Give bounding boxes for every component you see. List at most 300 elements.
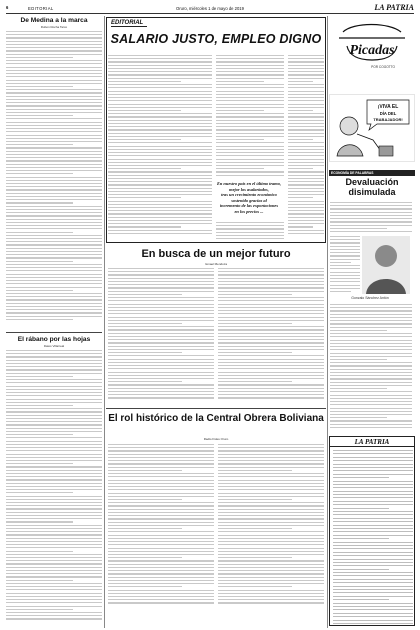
text-line (6, 411, 102, 412)
text-line (330, 285, 360, 286)
text-line (6, 589, 102, 590)
text-line (6, 402, 102, 403)
text-line (108, 391, 214, 392)
editorial-frame (106, 53, 326, 243)
text-line (218, 336, 324, 337)
text-line (108, 525, 214, 526)
text-line (6, 369, 102, 370)
text-line (6, 80, 102, 81)
main-article2-title: El rol histórico de la Central Obrera Boliviana (108, 413, 324, 424)
text-line (108, 596, 214, 597)
text-line (6, 196, 102, 197)
text-line (6, 316, 102, 317)
text-line (108, 365, 214, 366)
text-line (6, 170, 102, 171)
text-line (218, 590, 324, 591)
text-line (6, 222, 102, 223)
text-line (218, 378, 324, 379)
text-line (6, 447, 102, 448)
text-line (218, 310, 324, 311)
text-line (6, 251, 102, 252)
column-rule-right (327, 16, 328, 628)
text-line (330, 330, 387, 331)
text-line (218, 397, 324, 398)
text-line (6, 125, 102, 126)
text-line (218, 525, 324, 526)
text-line (108, 444, 214, 445)
text-line (330, 249, 360, 250)
text-line (6, 470, 102, 471)
text-line (6, 189, 102, 190)
text-line (6, 118, 102, 119)
text-line (6, 112, 102, 113)
text-line (6, 50, 102, 51)
text-line (330, 314, 412, 315)
text-line (108, 535, 214, 536)
text-line (330, 343, 412, 344)
text-line (108, 359, 214, 360)
text-line (108, 284, 214, 285)
text-line (6, 418, 102, 419)
text-line (218, 317, 324, 318)
text-line (218, 544, 324, 545)
text-line (108, 339, 214, 340)
text-line (330, 359, 387, 360)
text-line (108, 352, 182, 353)
text-line (6, 512, 102, 513)
text-line (218, 522, 324, 523)
text-line (333, 562, 413, 563)
main-article1-col2 (218, 268, 324, 404)
text-line (108, 499, 182, 500)
text-line (6, 431, 102, 432)
text-line (108, 476, 214, 477)
page-number: 6 (6, 5, 9, 10)
text-line (6, 356, 102, 357)
text-line (108, 548, 214, 549)
text-line (330, 228, 387, 229)
left-article2-byline: Datos Villarreal (43, 344, 65, 348)
text-line (333, 457, 413, 458)
text-line (6, 551, 73, 552)
left-article1-byline: Rubén Rocha Tarco (40, 25, 68, 29)
text-line (6, 518, 102, 519)
text-line (330, 262, 351, 263)
text-line (108, 483, 214, 484)
page-header (6, 4, 414, 14)
text-line (6, 531, 102, 532)
text-line (6, 257, 102, 258)
text-line (330, 231, 412, 232)
imprint-box (329, 436, 415, 626)
text-line (333, 474, 413, 475)
text-line (218, 444, 324, 445)
text-line (108, 554, 214, 555)
text-line (108, 528, 182, 529)
text-line (330, 375, 412, 376)
text-line (6, 444, 102, 445)
text-line (333, 559, 413, 560)
text-line (330, 424, 412, 425)
text-line (6, 96, 102, 97)
text-line (218, 352, 292, 353)
text-line (6, 63, 102, 64)
text-line (218, 268, 324, 269)
text-line (333, 572, 413, 573)
text-line (108, 381, 182, 382)
text-line (6, 67, 102, 68)
text-line (218, 287, 324, 288)
text-line (6, 293, 102, 294)
text-line (6, 115, 73, 116)
text-line (108, 560, 214, 561)
text-line (218, 538, 324, 539)
left-article1-body (6, 31, 102, 329)
text-line (330, 212, 412, 213)
text-line (6, 287, 102, 288)
text-line (6, 573, 102, 574)
text-line (333, 511, 413, 512)
text-line (330, 408, 412, 409)
text-line (6, 167, 102, 168)
text-line (6, 131, 102, 132)
text-line (333, 606, 413, 607)
text-line (6, 212, 102, 213)
economy-author: Gonzalo Sánchez Antón (351, 296, 389, 300)
text-line (6, 434, 73, 435)
text-line (108, 570, 214, 571)
text-line (6, 399, 102, 400)
text-line (6, 83, 102, 84)
text-line (6, 454, 102, 455)
text-line (6, 154, 102, 155)
text-line (218, 278, 324, 279)
text-line (108, 333, 214, 334)
text-line (6, 280, 102, 281)
text-line (108, 493, 214, 494)
text-line (6, 602, 102, 603)
text-line (333, 599, 389, 600)
text-line (218, 333, 324, 334)
text-line (6, 466, 102, 467)
text-line (333, 548, 413, 549)
text-line (108, 447, 214, 448)
text-line (108, 470, 182, 471)
text-line (218, 368, 324, 369)
text-line (108, 593, 214, 594)
text-line (333, 613, 413, 614)
text-line (6, 479, 102, 480)
text-line (330, 221, 412, 222)
text-line (333, 596, 413, 597)
text-line (330, 225, 412, 226)
text-line (108, 310, 214, 311)
text-line (333, 623, 413, 624)
text-line (330, 336, 412, 337)
text-line (6, 350, 102, 351)
text-line (6, 238, 102, 239)
text-line (333, 569, 389, 570)
text-line (218, 509, 324, 510)
text-line (330, 356, 412, 357)
text-line (218, 394, 324, 395)
text-line (6, 457, 102, 458)
text-line (6, 563, 102, 564)
text-line (6, 560, 102, 561)
section-name: EDITORIAL (28, 6, 54, 11)
text-line (333, 579, 413, 580)
text-line (330, 427, 412, 428)
text-line (6, 135, 102, 136)
picadas-logo (329, 16, 415, 94)
author-portrait (362, 236, 410, 294)
economy-body-bottom (330, 304, 412, 432)
text-line (6, 274, 102, 275)
text-line (6, 141, 102, 142)
text-line (108, 512, 214, 513)
text-line (108, 557, 182, 558)
text-line (218, 307, 324, 308)
text-line (6, 73, 102, 74)
text-line (333, 542, 413, 543)
logo-text: Picadas (349, 43, 395, 58)
text-line (6, 219, 102, 220)
text-line (218, 573, 324, 574)
left-article1-title: De Medina a la marca (20, 17, 88, 24)
text-line (6, 225, 102, 226)
text-line (6, 428, 102, 429)
text-line (218, 463, 324, 464)
text-line (330, 382, 412, 383)
text-line (218, 381, 292, 382)
text-line (218, 505, 324, 506)
main-article2-col2 (218, 444, 324, 608)
text-line (108, 378, 214, 379)
text-line (330, 268, 360, 269)
text-line (6, 496, 102, 497)
text-line (218, 346, 324, 347)
text-line (6, 147, 102, 148)
main-article1-col1 (108, 268, 214, 404)
text-line (108, 297, 214, 298)
text-line (6, 264, 102, 265)
text-line (6, 277, 102, 278)
text-line (218, 570, 324, 571)
text-line (330, 291, 351, 292)
text-line (6, 609, 73, 610)
text-line (218, 499, 292, 500)
text-line (6, 41, 102, 42)
text-line (330, 417, 387, 418)
main-divider (106, 408, 326, 409)
text-line (6, 57, 73, 58)
text-line (330, 208, 412, 209)
text-line (333, 494, 413, 495)
text-line (6, 557, 102, 558)
text-line (6, 489, 102, 490)
text-line (330, 327, 412, 328)
text-line (330, 414, 412, 415)
text-line (218, 470, 292, 471)
text-line (218, 496, 324, 497)
logo-subtitle: POR COGOTTO (371, 65, 395, 69)
text-line (218, 362, 324, 363)
text-line (108, 496, 214, 497)
text-line (108, 304, 214, 305)
text-line (218, 365, 324, 366)
text-line (333, 616, 413, 617)
text-line (218, 355, 324, 356)
main-article1-title: En busca de un mejor futuro (141, 248, 291, 260)
text-line (218, 271, 324, 272)
text-line (330, 372, 412, 373)
text-line (6, 54, 102, 55)
text-line (6, 241, 102, 242)
text-line (218, 375, 324, 376)
text-line (108, 583, 214, 584)
text-line (108, 489, 214, 490)
svg-text:¡VIVA EL: ¡VIVA EL (377, 104, 399, 110)
text-line (108, 346, 214, 347)
text-line (218, 320, 324, 321)
text-line (6, 105, 102, 106)
text-line (108, 590, 214, 591)
text-line (6, 386, 102, 387)
text-line (333, 575, 413, 576)
text-line (333, 453, 413, 454)
text-line (218, 450, 324, 451)
text-line (333, 521, 413, 522)
text-line (6, 534, 102, 535)
text-line (108, 294, 182, 295)
main-article1-byline: Ismael Mendoza (204, 262, 227, 266)
text-line (108, 522, 214, 523)
text-line (218, 502, 324, 503)
text-line (218, 596, 324, 597)
text-line (6, 254, 102, 255)
text-line (6, 299, 102, 300)
text-line (6, 583, 102, 584)
text-line (330, 378, 412, 379)
text-line (6, 599, 102, 600)
text-line (6, 353, 102, 354)
text-line (108, 531, 214, 532)
text-line (333, 555, 413, 556)
text-line (6, 47, 102, 48)
text-line (6, 177, 102, 178)
text-line (6, 193, 102, 194)
text-line (6, 392, 102, 393)
text-line (330, 320, 412, 321)
text-line (6, 473, 102, 474)
text-line (218, 567, 324, 568)
text-line (218, 284, 324, 285)
text-line (218, 447, 324, 448)
text-line (218, 359, 324, 360)
text-line (6, 525, 102, 526)
left-divider (6, 332, 102, 333)
text-line (333, 467, 413, 468)
text-line (108, 544, 214, 545)
text-line (6, 415, 102, 416)
text-line (108, 467, 214, 468)
text-line (333, 609, 413, 610)
text-line (108, 300, 214, 301)
text-line (218, 493, 324, 494)
text-line (218, 476, 324, 477)
text-line (108, 388, 214, 389)
text-line (6, 303, 102, 304)
text-line (108, 567, 214, 568)
text-line (6, 567, 102, 568)
text-line (333, 528, 413, 529)
text-line (6, 283, 102, 284)
text-line (330, 275, 360, 276)
text-line (218, 313, 324, 314)
text-line (218, 473, 324, 474)
text-line (108, 509, 214, 510)
text-line (218, 480, 324, 481)
text-line (218, 457, 324, 458)
text-line (6, 492, 73, 493)
editorial-pull-quote: En nuestro país en el último tramo, mejor los asalariados, tras un crecimiento económico sostenido gracias al incremento de las exportaciones en los precios ... (216, 181, 282, 214)
text-line (218, 564, 324, 565)
text-line (108, 518, 214, 519)
text-line (218, 531, 324, 532)
economy-body-side (330, 236, 360, 294)
text-line (330, 323, 412, 324)
text-line (218, 577, 324, 578)
text-line (330, 398, 412, 399)
text-line (6, 157, 102, 158)
text-line (6, 586, 102, 587)
text-line (6, 86, 73, 87)
text-line (6, 228, 102, 229)
text-line (108, 368, 214, 369)
issue-date: Oruro, miércoles 1 de mayo de 2019 (176, 6, 244, 11)
text-line (108, 342, 214, 343)
text-line (6, 450, 102, 451)
text-line (6, 593, 102, 594)
text-line (6, 596, 102, 597)
text-line (330, 346, 412, 347)
editorial-header (106, 17, 326, 53)
text-line (6, 199, 102, 200)
text-line (6, 576, 102, 577)
text-line (108, 538, 214, 539)
text-line (218, 454, 324, 455)
text-line (108, 274, 214, 275)
text-line (6, 486, 102, 487)
text-line (6, 580, 73, 581)
text-line (333, 477, 389, 478)
text-line (6, 270, 102, 271)
text-line (108, 271, 214, 272)
text-line (6, 202, 73, 203)
text-line (333, 582, 413, 583)
text-line (6, 366, 102, 367)
text-line (6, 306, 102, 307)
text-line (333, 538, 389, 539)
text-line (6, 151, 102, 152)
text-line (6, 437, 102, 438)
text-line (218, 548, 324, 549)
text-line (330, 265, 360, 266)
text-line (6, 615, 102, 616)
text-line (6, 261, 73, 262)
text-line (330, 388, 387, 389)
text-line (6, 215, 102, 216)
